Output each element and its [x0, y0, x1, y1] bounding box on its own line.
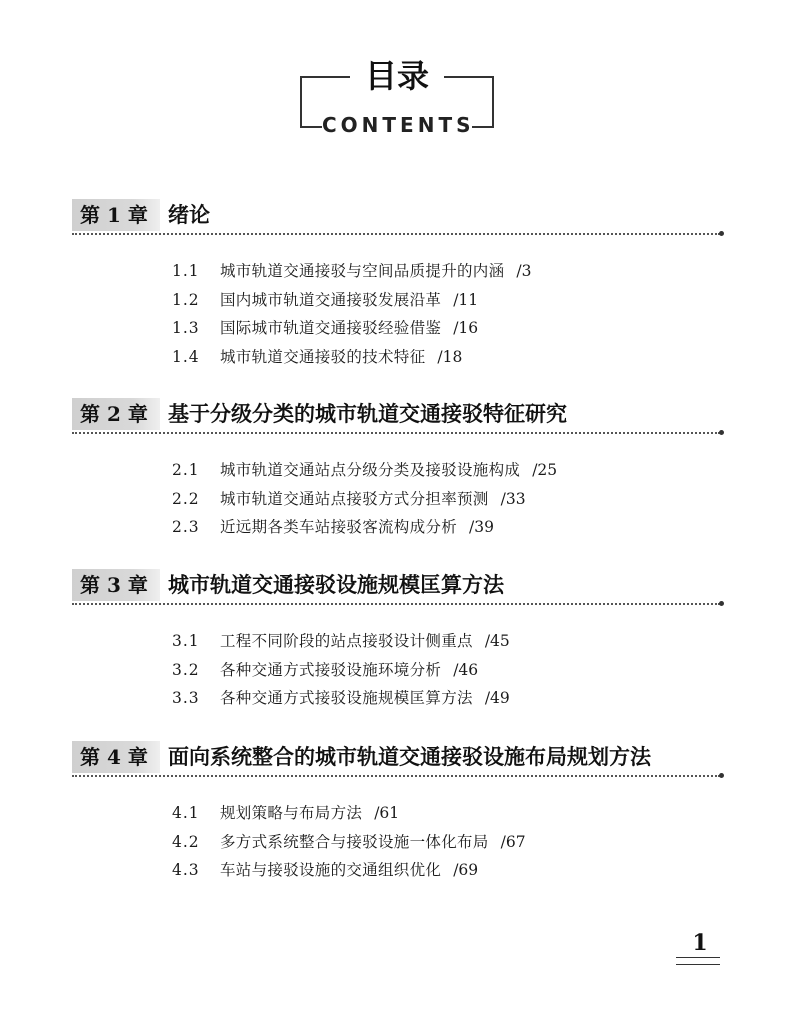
section-number: 1.2 — [172, 290, 200, 309]
section-number: 1.1 — [172, 262, 200, 280]
dotted-rule — [72, 432, 720, 434]
chapter-3 — [72, 569, 722, 713]
section-title: 国际城市轨道交通接驳经验借鉴 — [220, 319, 442, 337]
section-number: 1.4 — [172, 347, 200, 366]
section-title: 各种交通方式接驳设施环境分析 — [220, 660, 442, 679]
chapter-4 — [72, 741, 722, 885]
toc-entry[interactable] — [172, 513, 722, 542]
toc-entry[interactable] — [172, 286, 722, 315]
toc-entry[interactable] — [172, 856, 722, 885]
toc-entry[interactable] — [172, 627, 722, 656]
chapter-title: 面向系统整合的城市轨道交通接驳设施布局规划方法 — [168, 745, 651, 769]
chapter-heading[interactable] — [72, 741, 722, 775]
section-number: 1.3 — [172, 319, 200, 337]
page-number: 1 — [692, 930, 708, 956]
chapter-heading[interactable] — [72, 398, 722, 432]
section-list — [72, 456, 722, 542]
section-page: /45 — [484, 632, 510, 650]
section-page: /49 — [484, 689, 510, 707]
toc-entry[interactable] — [172, 257, 722, 286]
section-title: 规划策略与布局方法 — [220, 804, 363, 822]
section-title: 城市轨道交通接驳与空间品质提升的内涵 — [220, 262, 505, 280]
chapter-number: 第 2 章 — [72, 398, 160, 430]
toc-entry[interactable] — [172, 828, 722, 857]
section-page: /67 — [500, 832, 526, 851]
section-title: 国内城市轨道交通接驳发展沿革 — [220, 290, 442, 309]
contents-header — [300, 55, 494, 137]
section-title: 城市轨道交通站点接驳方式分担率预测 — [220, 489, 489, 508]
section-number: 2.1 — [172, 461, 200, 479]
chapter-2 — [72, 398, 722, 542]
toc-entry[interactable] — [172, 684, 722, 713]
chapter-1 — [72, 199, 722, 371]
section-page: /33 — [500, 489, 526, 508]
chapter-number: 第 4 章 — [72, 741, 160, 773]
section-list — [72, 257, 722, 371]
section-page: /18 — [437, 347, 463, 366]
section-number: 2.3 — [172, 518, 200, 536]
section-number: 4.2 — [172, 832, 200, 851]
chapter-title: 城市轨道交通接驳设施规模匡算方法 — [168, 573, 504, 597]
section-number: 3.1 — [172, 632, 200, 650]
section-page: /61 — [374, 804, 400, 822]
dotted-rule — [72, 603, 720, 605]
section-page: /16 — [453, 319, 479, 337]
chapter-title: 基于分级分类的城市轨道交通接驳特征研究 — [168, 402, 567, 426]
section-page: /39 — [469, 518, 494, 536]
section-page: /11 — [453, 290, 479, 309]
section-list — [72, 627, 722, 713]
section-list — [72, 799, 722, 885]
toc-entry[interactable] — [172, 656, 722, 685]
page-title: 目录 — [350, 55, 444, 97]
section-page: /46 — [453, 660, 479, 679]
chapter-number: 第 3 章 — [72, 569, 160, 601]
dotted-rule — [72, 775, 720, 777]
section-number: 4.3 — [172, 861, 200, 879]
page-number-rule — [676, 957, 720, 965]
section-title: 近远期各类车站接驳客流构成分析 — [220, 518, 458, 536]
section-title: 工程不同阶段的站点接驳设计侧重点 — [220, 632, 473, 650]
toc-entry[interactable] — [172, 456, 722, 485]
toc-entry[interactable] — [172, 314, 722, 343]
section-title: 城市轨道交通站点分级分类及接驳设施构成 — [220, 461, 521, 479]
section-page: /25 — [532, 461, 558, 479]
chapter-title: 绪论 — [168, 203, 210, 227]
dotted-rule — [72, 233, 720, 235]
toc-entry[interactable] — [172, 799, 722, 828]
page-subtitle: CONTENTS — [322, 113, 475, 137]
section-title: 各种交通方式接驳设施规模匡算方法 — [220, 689, 473, 707]
section-number: 2.2 — [172, 489, 200, 508]
chapter-heading[interactable] — [72, 569, 722, 603]
toc-entry[interactable] — [172, 343, 722, 372]
section-title: 多方式系统整合与接驳设施一体化布局 — [220, 832, 489, 851]
section-page: /69 — [453, 861, 479, 879]
section-page: /3 — [516, 262, 532, 280]
chapter-heading[interactable] — [72, 199, 722, 233]
toc-entry[interactable] — [172, 485, 722, 514]
section-title: 城市轨道交通接驳的技术特征 — [220, 347, 426, 366]
section-title: 车站与接驳设施的交通组织优化 — [220, 861, 442, 879]
section-number: 3.2 — [172, 660, 200, 679]
chapter-number: 第 1 章 — [72, 199, 160, 231]
section-number: 3.3 — [172, 689, 200, 707]
section-number: 4.1 — [172, 804, 200, 822]
